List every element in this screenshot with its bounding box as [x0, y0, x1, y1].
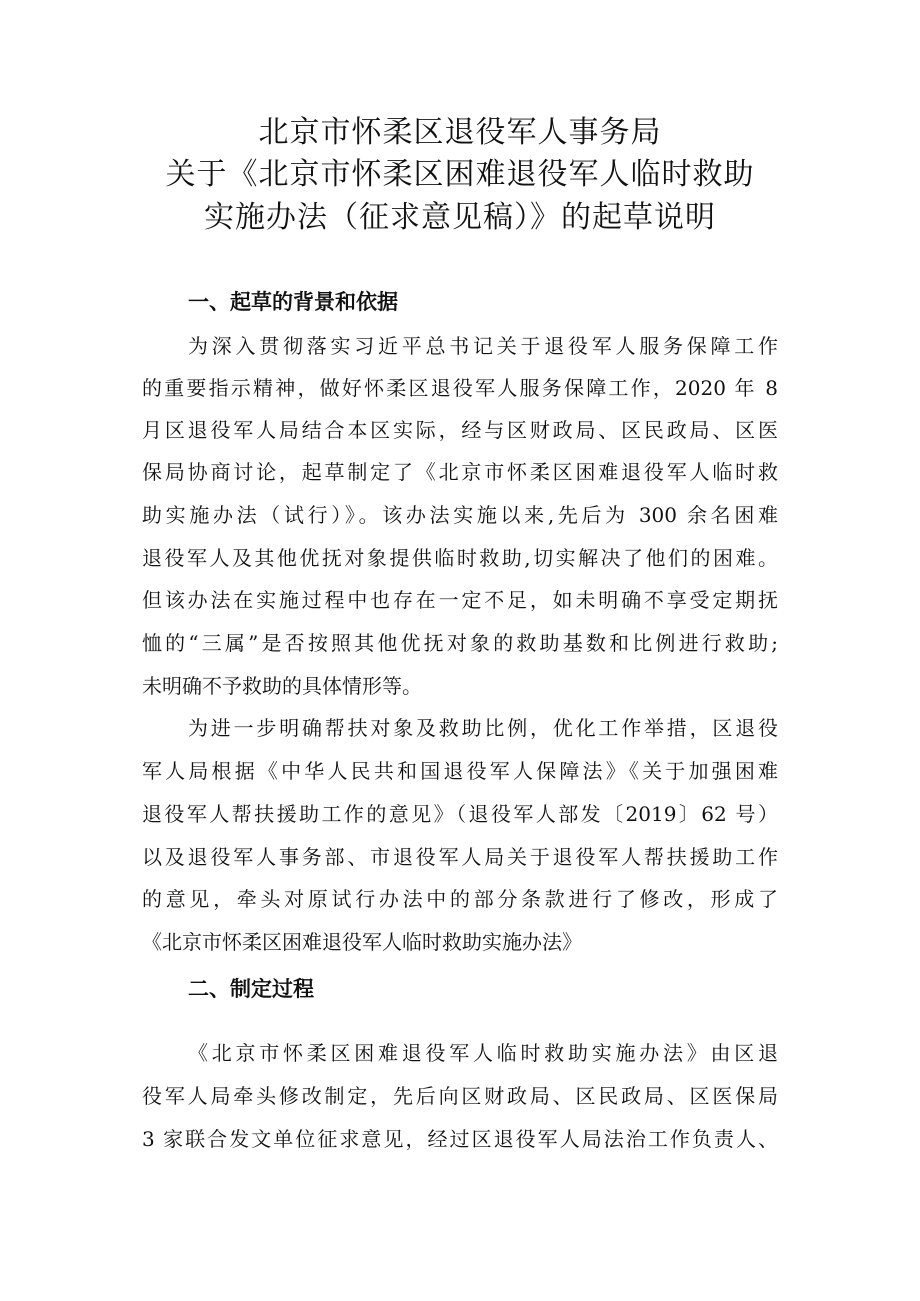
- paragraph-line: 为进一步明确帮扶对象及救助比例，优化工作举措，区退役: [188, 716, 778, 740]
- section-heading-background: 一、起草的背景和依据: [188, 290, 398, 314]
- paragraph-line: 但该办法在实施过程中也存在一定不足，如未明确不享受定期抚: [142, 588, 778, 612]
- document-title-line-1: 北京市怀柔区退役军人事务局: [258, 115, 662, 150]
- paragraph-line: 恤的“三属”是否按照其他优抚对象的救助基数和比例进行救助;: [142, 631, 778, 655]
- paragraph-line: 退役军人帮扶援助工作的意见》（退役军人部发〔2019〕62 号）: [142, 802, 778, 826]
- paragraph-line: 助实施办法（试行）》。该办法实施以来,先后为 300 余名困难: [142, 503, 778, 527]
- paragraph-line: 退役军人及其他优抚对象提供临时救助,切实解决了他们的困难。: [142, 546, 778, 570]
- paragraph-line: 保局协商讨论，起草制定了《北京市怀柔区困难退役军人临时救: [142, 460, 778, 484]
- paragraph-line: 军人局根据《中华人民共和国退役军人保障法》《关于加强困难: [142, 759, 778, 783]
- paragraph-line: 为深入贯彻落实习近平总书记关于退役军人服务保障工作: [188, 334, 778, 358]
- paragraph-line: 月区退役军人局结合本区实际，经与区财政局、区民政局、区医: [142, 418, 778, 442]
- section-heading-process: 二、制定过程: [188, 977, 314, 1001]
- paragraph-line: 的意见，牵头对原试行办法中的部分条款进行了修改，形成了: [142, 887, 778, 911]
- paragraph-line: 《北京市怀柔区困难退役军人临时救助实施办法》由区退: [188, 1041, 778, 1065]
- paragraph-line: 以及退役军人事务部、市退役军人局关于退役军人帮扶援助工作: [142, 845, 778, 869]
- paragraph-line: 的重要指示精神，做好怀柔区退役军人服务保障工作，2020 年 8: [142, 376, 778, 400]
- paragraph-line: 《北京市怀柔区困难退役军人临时救助实施办法》: [142, 930, 582, 954]
- document-title-line-3: 实施办法（征求意见稿）》的起草说明: [204, 200, 716, 235]
- document-title-line-2: 关于《北京市怀柔区困难退役军人临时救助: [165, 157, 755, 192]
- paragraph-line: 未明确不予救助的具体情形等。: [142, 674, 422, 698]
- paragraph-line: 3 家联合发文单位征求意见，经过区退役军人局法治工作负责人、: [142, 1127, 778, 1151]
- paragraph-line: 役军人局牵头修改制定，先后向区财政局、区民政局、区医保局: [142, 1084, 778, 1108]
